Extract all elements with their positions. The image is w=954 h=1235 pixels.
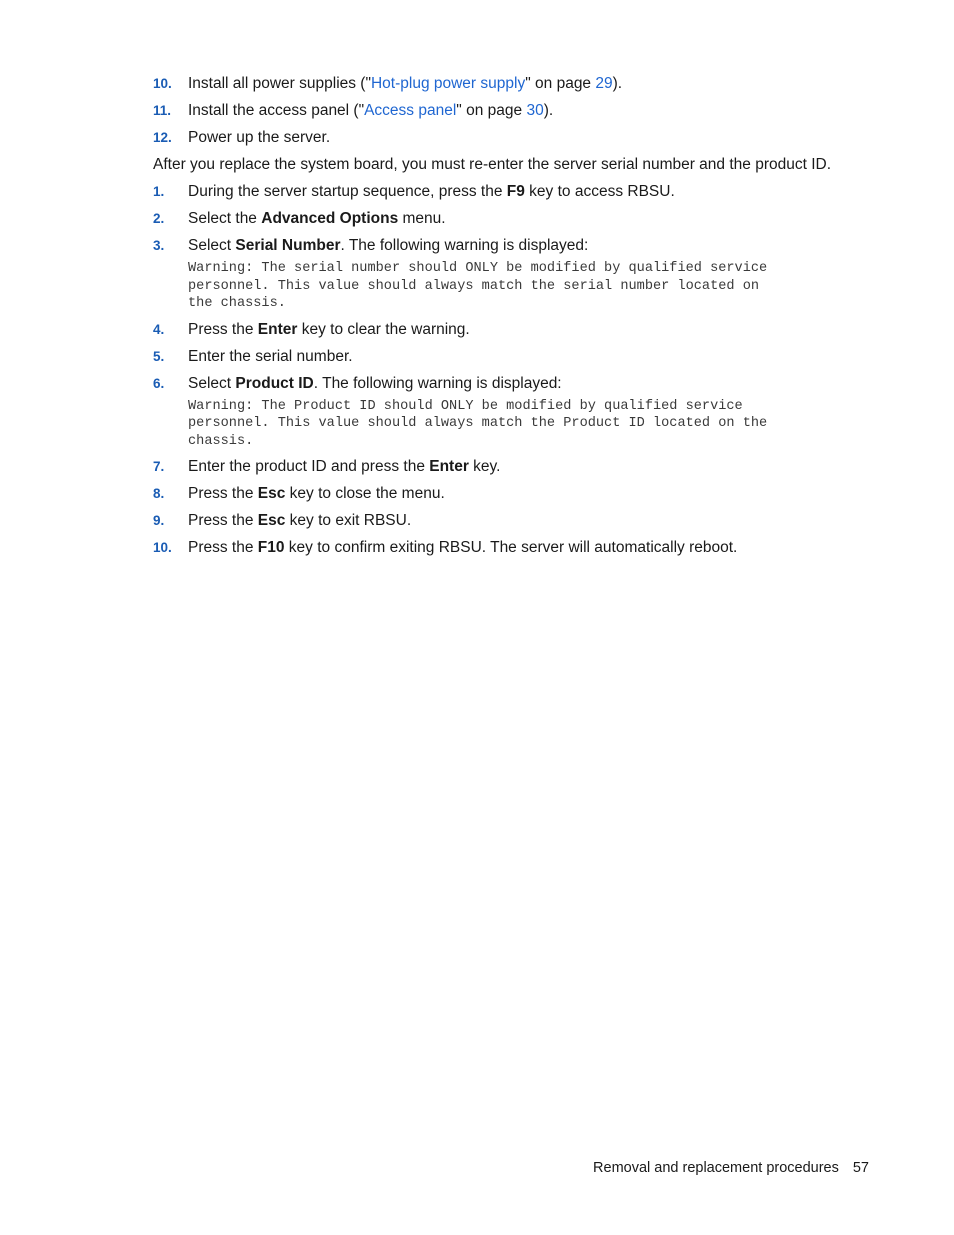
step-text: Enter the product ID and press the xyxy=(188,458,430,475)
step-text: key to close the menu. xyxy=(285,485,445,502)
step-text: Press the xyxy=(188,485,258,502)
list-item xyxy=(153,128,863,148)
serial-number-warning: Warning: The serial number should ONLY be modified by qualified service personnel. This value should always match the serial number located on the chassis. xyxy=(188,261,768,311)
step-text: . The following warning is displayed: xyxy=(340,237,589,254)
menu-name: Advanced Options xyxy=(261,210,399,227)
key-name: F10 xyxy=(257,539,285,556)
step-number: 11. xyxy=(153,103,172,118)
footer-section-title: Removal and replacement procedures xyxy=(593,1160,839,1176)
list-item xyxy=(153,101,863,121)
intro-paragraph: After you replace the system board, you must re-enter the server serial number and the product ID. xyxy=(153,156,832,173)
list-item xyxy=(153,347,863,367)
key-name: Enter xyxy=(429,458,469,475)
key-name: Esc xyxy=(257,512,286,529)
list-item xyxy=(153,182,863,202)
step-text: Press the xyxy=(188,320,258,338)
step-text: Press the xyxy=(188,539,258,556)
step-text: Enter the serial number. xyxy=(188,347,353,365)
option-name: Product ID xyxy=(235,374,314,392)
step-number: 2. xyxy=(153,211,165,226)
list-item xyxy=(153,484,863,504)
list-item xyxy=(153,538,863,558)
step-text: " on page xyxy=(456,102,527,119)
step-number: 5. xyxy=(153,348,165,364)
step-text: During the server startup sequence, press the xyxy=(188,183,507,200)
step-text: key to confirm exiting RBSU. The server will automatically reboot. xyxy=(284,539,738,556)
step-text: key. xyxy=(468,458,501,475)
list-item xyxy=(153,320,863,340)
step-number: 12. xyxy=(153,130,172,145)
step-number: 10. xyxy=(153,540,172,555)
step-number: 3. xyxy=(153,238,165,253)
page-30-link[interactable]: 30 xyxy=(526,102,544,119)
step-number: 9. xyxy=(153,513,165,528)
product-id-warning: Warning: The Product ID should ONLY be modified by qualified service personnel. This value should always match the Product ID located on the chassis. xyxy=(188,398,768,449)
list-item xyxy=(153,209,863,229)
list-item xyxy=(153,511,863,531)
step-text: Select the xyxy=(188,210,262,227)
key-name: Enter xyxy=(257,320,298,338)
step-number: 10. xyxy=(153,76,172,91)
step-text: key to exit RBSU. xyxy=(285,512,412,529)
step-number: 4. xyxy=(153,321,165,337)
step-number: 7. xyxy=(153,459,165,474)
step-text: menu. xyxy=(398,210,446,227)
hot-plug-power-supply-link[interactable]: Hot-plug power supply xyxy=(370,75,526,92)
step-text: ). xyxy=(543,102,554,119)
step-text: ). xyxy=(612,75,623,92)
step-text: Power up the server. xyxy=(188,129,331,146)
step-text: . The following warning is displayed: xyxy=(313,374,562,392)
step-text: Press the xyxy=(188,512,258,529)
step-text: Install the access panel (" xyxy=(188,102,365,119)
page-footer xyxy=(593,1158,869,1178)
step-text: " on page xyxy=(525,75,596,92)
step-text: Select xyxy=(188,374,236,392)
step-number: 1. xyxy=(153,184,165,199)
list-item xyxy=(153,457,863,477)
step-text: Install all power supplies (" xyxy=(188,75,371,92)
step-text: key to access RBSU. xyxy=(524,183,675,200)
page-29-link[interactable]: 29 xyxy=(595,75,613,92)
list-item xyxy=(153,236,863,256)
option-name: Serial Number xyxy=(235,237,341,254)
step-text: key to clear the warning. xyxy=(297,320,470,338)
page-content xyxy=(153,74,863,565)
step-number: 8. xyxy=(153,486,165,501)
step-number: 6. xyxy=(153,375,165,391)
page-number: 57 xyxy=(852,1160,869,1176)
step-text: Select xyxy=(188,237,236,254)
access-panel-link[interactable]: Access panel xyxy=(364,102,457,119)
list-item xyxy=(153,74,863,94)
key-name: Esc xyxy=(257,485,286,502)
key-name: F9 xyxy=(506,183,525,200)
list-item xyxy=(153,374,863,394)
